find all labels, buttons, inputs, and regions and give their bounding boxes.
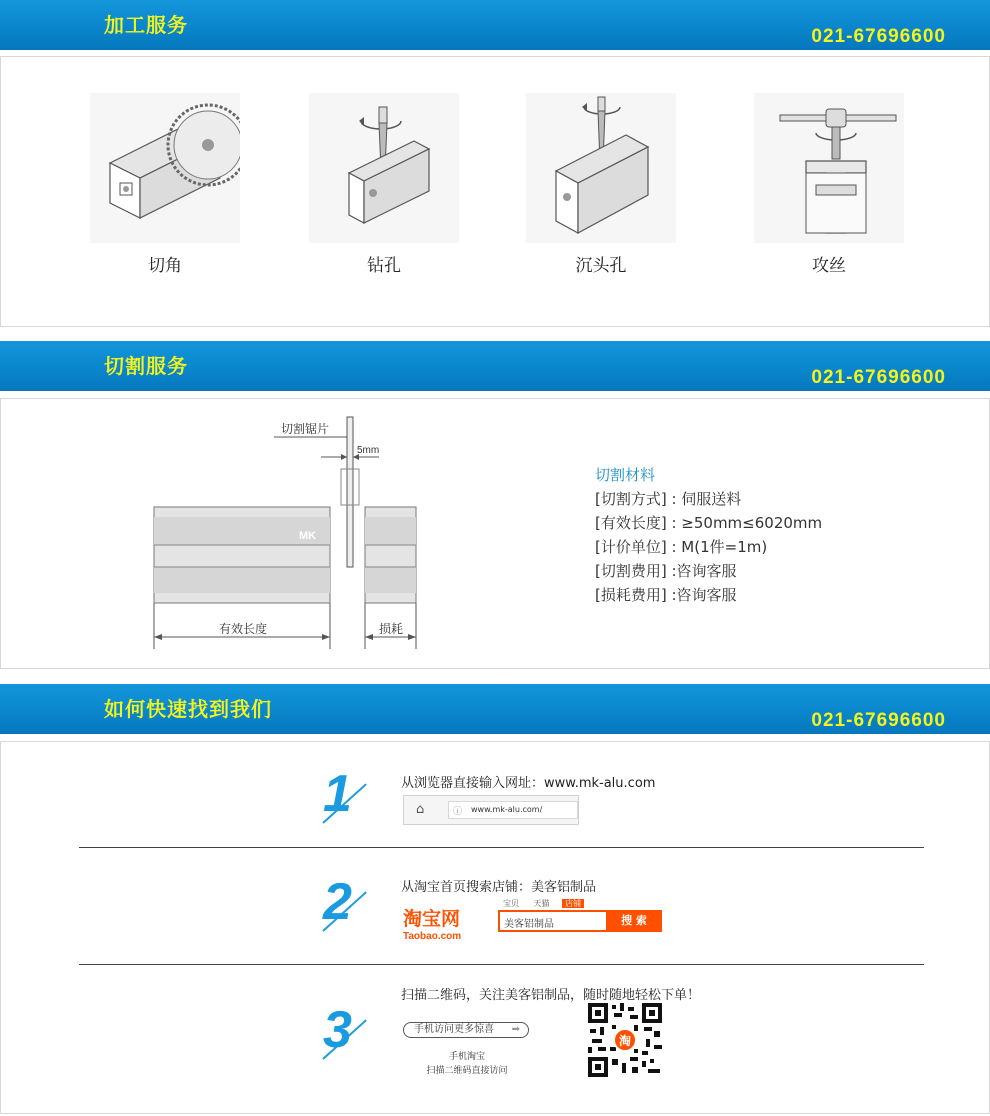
qr-center-text: 淘	[618, 1034, 632, 1048]
taobao-logo	[403, 904, 461, 942]
section-header-find-us	[0, 684, 990, 734]
tapping-icon	[754, 93, 904, 243]
section-title: 加工服务	[104, 13, 188, 37]
qr-caption-line1: 手机淘宝	[448, 1052, 485, 1062]
countersink-icon	[526, 93, 676, 243]
taobao-search-input[interactable]	[498, 910, 608, 932]
section-title: 切割服务	[104, 354, 188, 378]
saw-cutting-icon	[90, 93, 240, 243]
materials-line: [切割方式] : 伺服送料	[595, 490, 742, 508]
phone-number[interactable]: 021-67696600	[811, 710, 946, 731]
home-icon[interactable]: ⌂	[416, 802, 425, 817]
search-tabs	[503, 898, 584, 909]
thickness-label: 5mm	[357, 445, 380, 456]
step-divider	[79, 964, 924, 965]
find-us-panel	[0, 741, 990, 1114]
tab-tmall[interactable]: 天猫	[533, 899, 550, 908]
step-text-3: 扫描二维码，关注美客铝制品，随时随地轻松下单！	[401, 988, 701, 1003]
url-text: www.mk-alu.com/	[471, 805, 543, 814]
service-label: 攻丝	[812, 256, 846, 276]
materials-line: [计价单位] : M(1件=1m)	[595, 538, 768, 556]
blade-label: 切割锯片	[281, 422, 330, 436]
drilling-icon	[309, 93, 459, 243]
materials-line: [切割费用] :咨询客服	[595, 562, 737, 580]
taobao-logo-sub: Taobao.com	[403, 931, 462, 942]
materials-line: [损耗费用] :咨询客服	[595, 586, 737, 604]
qr-code[interactable]	[588, 1003, 662, 1077]
section-header-processing	[0, 0, 990, 50]
arrow-right-icon: ➡	[511, 1024, 520, 1035]
service-label: 切角	[148, 256, 182, 276]
qr-caption	[403, 1050, 531, 1078]
service-label: 沉头孔	[575, 256, 627, 276]
service-label: 钻孔	[367, 256, 401, 276]
service-item-drilling	[294, 93, 474, 276]
section-header-cutting	[0, 341, 990, 391]
loss-label: 损耗	[379, 622, 404, 636]
tab-shop[interactable]: 店铺	[562, 899, 584, 908]
materials-line: [有效长度] : ≥50mm≤6020mm	[595, 514, 823, 532]
search-value: 美客铝制品	[504, 919, 554, 930]
step-divider	[79, 847, 924, 848]
mobile-visit-label: 手机访问更多惊喜	[414, 1024, 494, 1035]
length-label: 有效长度	[219, 622, 268, 636]
step-number-2: 2	[323, 873, 352, 931]
cutting-materials	[595, 463, 822, 607]
browser-bar	[403, 795, 579, 825]
service-item-saw-cutting	[75, 93, 255, 276]
info-icon: ⓘ	[453, 807, 463, 817]
step-number-3: 3	[323, 1001, 352, 1059]
phone-number[interactable]: 021-67696600	[811, 26, 946, 47]
url-field[interactable]	[448, 801, 578, 819]
taobao-logo-text: 淘宝网	[403, 908, 461, 930]
service-item-tapping	[739, 93, 919, 276]
mobile-visit-button[interactable]	[403, 1022, 529, 1038]
step-text-2: 从淘宝首页搜索店铺：美客铝制品	[401, 880, 597, 895]
processing-panel	[0, 56, 990, 327]
saw-blade	[347, 417, 353, 567]
cutting-panel	[0, 398, 990, 669]
tab-baobei[interactable]: 宝贝	[503, 899, 519, 908]
step-text-1: 从浏览器直接输入网址：www.mk-alu.com	[401, 776, 656, 791]
materials-heading: 切割材料	[595, 466, 656, 484]
phone-number[interactable]: 021-67696600	[811, 367, 946, 388]
service-item-countersink	[511, 93, 691, 276]
section-title: 如何快速找到我们	[104, 697, 272, 721]
mk-logo: MK	[299, 530, 317, 542]
qr-caption-line2: 扫描二维码直接访问	[426, 1066, 508, 1076]
taobao-search-button[interactable]: 搜 索	[606, 910, 662, 932]
cutting-diagram	[141, 409, 441, 659]
step-number-1: 1	[323, 765, 352, 823]
